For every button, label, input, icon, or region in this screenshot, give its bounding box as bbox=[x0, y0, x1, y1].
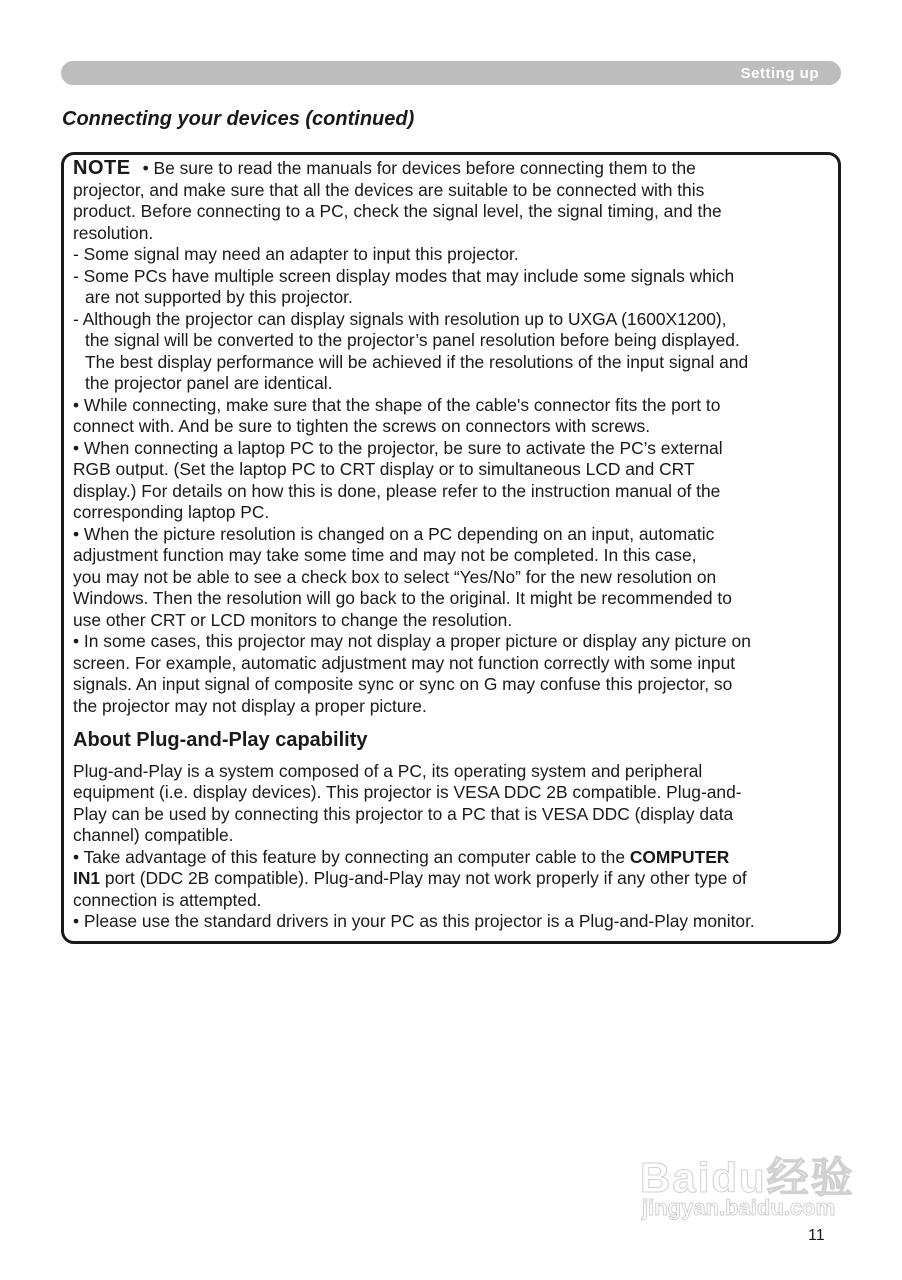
note-line: resolution. bbox=[73, 223, 154, 243]
note-line: product. Before connecting to a PC, check the signal level, the signal timing, and the bbox=[73, 201, 722, 221]
note-line: connect with. And be sure to tighten the screws on connectors with screws. bbox=[73, 416, 651, 436]
pnp-line: Play can be used by connecting this projector to a PC that is VESA DDC (display data bbox=[73, 804, 734, 824]
pnp-text: • Take advantage of this feature by connecting an computer cable to the bbox=[73, 847, 630, 867]
note-line: the projector panel are identical. bbox=[85, 373, 333, 393]
pnp-line: connection is attempted. bbox=[73, 890, 262, 910]
page-number: 11 bbox=[808, 1227, 825, 1244]
note-line: The best display performance will be achieved if the resolutions of the input signal and bbox=[85, 352, 749, 372]
watermark-brand: Baidu经验 bbox=[640, 1154, 855, 1201]
pnp-line: Plug-and-Play is a system composed of a PC, its operating system and peripheral bbox=[73, 761, 703, 781]
note-line: adjustment function may take some time and may not be completed. In this case, bbox=[73, 545, 697, 565]
note-line: are not supported by this projector. bbox=[85, 287, 353, 307]
section-heading: About Plug-and-Play capability bbox=[73, 729, 368, 751]
note-line: display.) For details on how this is done, please refer to the instruction manual of the bbox=[73, 481, 721, 501]
note-line: • While connecting, make sure that the shape of the cable's connector fits the port to bbox=[73, 395, 721, 415]
note-line: you may not be able to see a check box to select “Yes/No” for the new resolution on bbox=[73, 567, 717, 587]
note-line: Windows. Then the resolution will go back to the original. It might be recommended to bbox=[73, 588, 732, 608]
pnp-line: • Please use the standard drivers in your PC as this projector is a Plug-and-Play monitor. bbox=[73, 911, 755, 931]
page-title: Connecting your devices (continued) bbox=[62, 108, 415, 130]
note-line: - Some PCs have multiple screen display modes that may include some signals which bbox=[73, 266, 735, 286]
pnp-line bbox=[73, 868, 747, 889]
pnp-line bbox=[73, 847, 729, 868]
section-label: Setting up bbox=[740, 65, 819, 82]
note-line: • When connecting a laptop PC to the projector, be sure to activate the PC’s external bbox=[73, 438, 723, 458]
baidu-watermark-logo bbox=[640, 1145, 855, 1220]
port-name: COMPUTER bbox=[629, 847, 730, 867]
note-line: RGB output. (Set the laptop PC to CRT display or to simultaneous LCD and CRT bbox=[73, 459, 695, 479]
note-label: NOTE bbox=[73, 157, 131, 179]
note-line: projector, and make sure that all the devices are suitable to be connected with this bbox=[73, 180, 705, 200]
port-name: IN1 bbox=[73, 868, 101, 888]
note-line: signals. An input signal of composite sync or sync on G may confuse this projector, so bbox=[73, 674, 733, 694]
watermark-url: jingyan.baidu.com bbox=[642, 1195, 836, 1220]
note-line: screen. For example, automatic adjustment may not function correctly with some input bbox=[73, 653, 736, 673]
pnp-text: port (DDC 2B compatible). Plug-and-Play may not work properly if any other type of bbox=[100, 868, 747, 888]
note-line: use other CRT or LCD monitors to change the resolution. bbox=[73, 610, 513, 630]
pnp-line: equipment (i.e. display devices). This projector is VESA DDC 2B compatible. Plug-and- bbox=[73, 782, 742, 802]
note-line: • In some cases, this projector may not display a proper picture or display any picture on bbox=[73, 631, 751, 651]
note-line: the projector may not display a proper picture. bbox=[73, 696, 427, 716]
section-header-bar bbox=[61, 61, 841, 85]
note-text: • Be sure to read the manuals for devices before connecting them to the bbox=[142, 158, 696, 178]
note-line bbox=[73, 158, 696, 179]
note-line: corresponding laptop PC. bbox=[73, 502, 270, 522]
note-line: - Although the projector can display signals with resolution up to UXGA (1600X1200), bbox=[73, 309, 727, 329]
note-line: the signal will be converted to the projector’s panel resolution before being displayed. bbox=[85, 330, 740, 350]
note-line: • When the picture resolution is changed on a PC depending on an input, automatic bbox=[73, 524, 715, 544]
note-line: - Some signal may need an adapter to input this projector. bbox=[73, 244, 519, 264]
pnp-line: channel) compatible. bbox=[73, 825, 234, 845]
